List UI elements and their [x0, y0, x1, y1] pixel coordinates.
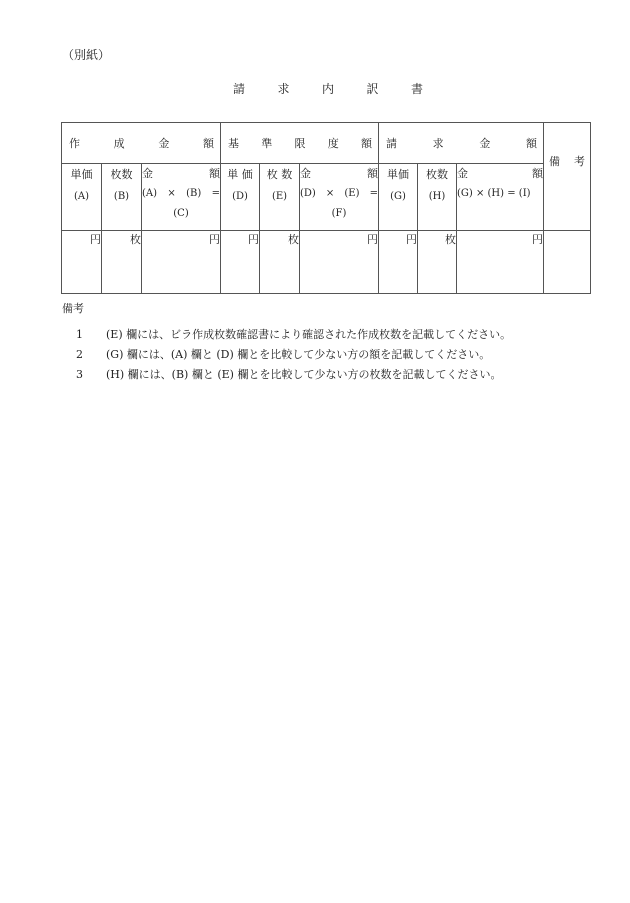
note-item: [62, 364, 511, 384]
unit-label: 円: [90, 233, 101, 246]
subheader-amount-f: [300, 164, 379, 231]
subheader-amount-i: [457, 164, 544, 231]
subheader-label: 単価: [387, 168, 409, 181]
notes-heading: 備考: [62, 302, 84, 315]
note-number: 1: [76, 327, 83, 341]
header-char: 額: [202, 137, 214, 150]
subheader-sheets-e: [260, 164, 300, 231]
subheader-label: 単 価: [227, 168, 253, 181]
group-header-claim-amount: [379, 123, 544, 164]
cell-unit-price-d[interactable]: [221, 231, 260, 294]
header-char: 限: [294, 137, 306, 150]
header-char: 度: [327, 137, 339, 150]
note-text: (E) 欄には、ビラ作成枚数確認書により確認された作成枚数を記載してください。: [106, 328, 512, 341]
header-char: 金: [479, 137, 491, 150]
formula-result: (F): [331, 208, 347, 219]
formula-term: (A): [142, 188, 158, 199]
subheader-label: 枚数: [426, 168, 448, 181]
title-char: 請: [233, 82, 246, 96]
note-number: 3: [76, 367, 83, 381]
subheader-unit-price-d: [221, 164, 260, 231]
header-char: 請: [386, 137, 397, 150]
header-char: 準: [261, 137, 273, 150]
unit-label: 枚: [288, 233, 299, 246]
cell-unit-price-a[interactable]: [62, 231, 102, 294]
subheader-char: 額: [367, 167, 378, 180]
cell-unit-price-g[interactable]: [379, 231, 418, 294]
unit-label: 円: [532, 233, 543, 246]
title-char: 書: [410, 82, 423, 96]
remarks-notes: [62, 300, 511, 384]
cell-amount-i[interactable]: [457, 231, 544, 294]
note-text: (G) 欄には、(A) 欄と (D) 欄とを比較して少ない方の額を記載してください。: [106, 348, 491, 361]
subheader-char: 金: [457, 167, 468, 180]
formula: (G) × (H) = (I): [457, 188, 531, 199]
group-header-standard-limit: [221, 123, 379, 164]
formula-term: (D): [300, 188, 316, 199]
header-char: 求: [432, 137, 444, 150]
unit-label: 円: [406, 233, 417, 246]
unit-label: 円: [209, 233, 220, 246]
subheader-sheets-h: [418, 164, 457, 231]
note-text: (H) 欄には、(B) 欄と (E) 欄とを比較して少ない方の枚数を記載してください。: [106, 368, 502, 381]
header-char: 基: [228, 137, 239, 150]
subheader-code: (D): [232, 191, 248, 202]
formula-result: (C): [173, 208, 189, 219]
header-char: 額: [525, 137, 537, 150]
subheader-sheets-b: [102, 164, 142, 231]
header-char: 額: [361, 137, 372, 150]
title-char: 訳: [366, 82, 379, 96]
subheader-char: 額: [532, 167, 543, 180]
annex-label: （別紙）: [62, 48, 111, 62]
subheader-char: 額: [209, 167, 220, 180]
cell-sheets-b[interactable]: [102, 231, 142, 294]
document-title: [233, 80, 423, 97]
subheader-code: (G): [390, 191, 406, 202]
subheader-label: 単価: [70, 168, 93, 181]
unit-label: 円: [248, 233, 259, 246]
remarks-header: [544, 123, 591, 231]
formula-op: =: [369, 188, 378, 199]
unit-label: 枚: [445, 233, 456, 246]
cell-amount-f[interactable]: [300, 231, 379, 294]
header-char: 作: [69, 137, 80, 150]
note-item: [62, 344, 511, 364]
group-header-production-amount: [62, 123, 221, 164]
unit-label: 円: [367, 233, 378, 246]
cell-sheets-e[interactable]: [260, 231, 300, 294]
cell-amount-c[interactable]: [142, 231, 221, 294]
subheader-code: (A): [73, 191, 90, 202]
subheader-amount-c: [142, 164, 221, 231]
cell-remarks[interactable]: [544, 231, 591, 294]
subheader-code: (B): [113, 191, 130, 202]
note-item: [62, 324, 511, 344]
formula-op: ×: [325, 188, 335, 199]
formula-op: ×: [167, 188, 176, 199]
formula-term: (E): [344, 188, 360, 199]
title-char: 求: [277, 82, 290, 96]
subheader-code: (E): [271, 191, 288, 202]
subheader-unit-price-a: [62, 164, 102, 231]
unit-label: 枚: [130, 233, 141, 246]
subheader-char: 金: [300, 167, 311, 180]
subheader-char: 金: [142, 167, 153, 180]
header-char: 金: [158, 137, 170, 150]
subheader-label: 枚 数: [266, 168, 293, 181]
formula-term: (B): [186, 188, 202, 199]
title-char: 内: [321, 82, 334, 96]
header-char: 考: [574, 154, 585, 168]
subheader-code: (H): [428, 191, 446, 202]
note-number: 2: [76, 347, 83, 361]
header-char: 備: [549, 154, 560, 168]
subheader-label: 枚数: [110, 168, 133, 181]
invoice-breakdown-table: [61, 122, 591, 294]
cell-sheets-h[interactable]: [418, 231, 457, 294]
header-char: 成: [113, 137, 125, 150]
subheader-unit-price-g: [379, 164, 418, 231]
formula-op: =: [211, 188, 220, 199]
